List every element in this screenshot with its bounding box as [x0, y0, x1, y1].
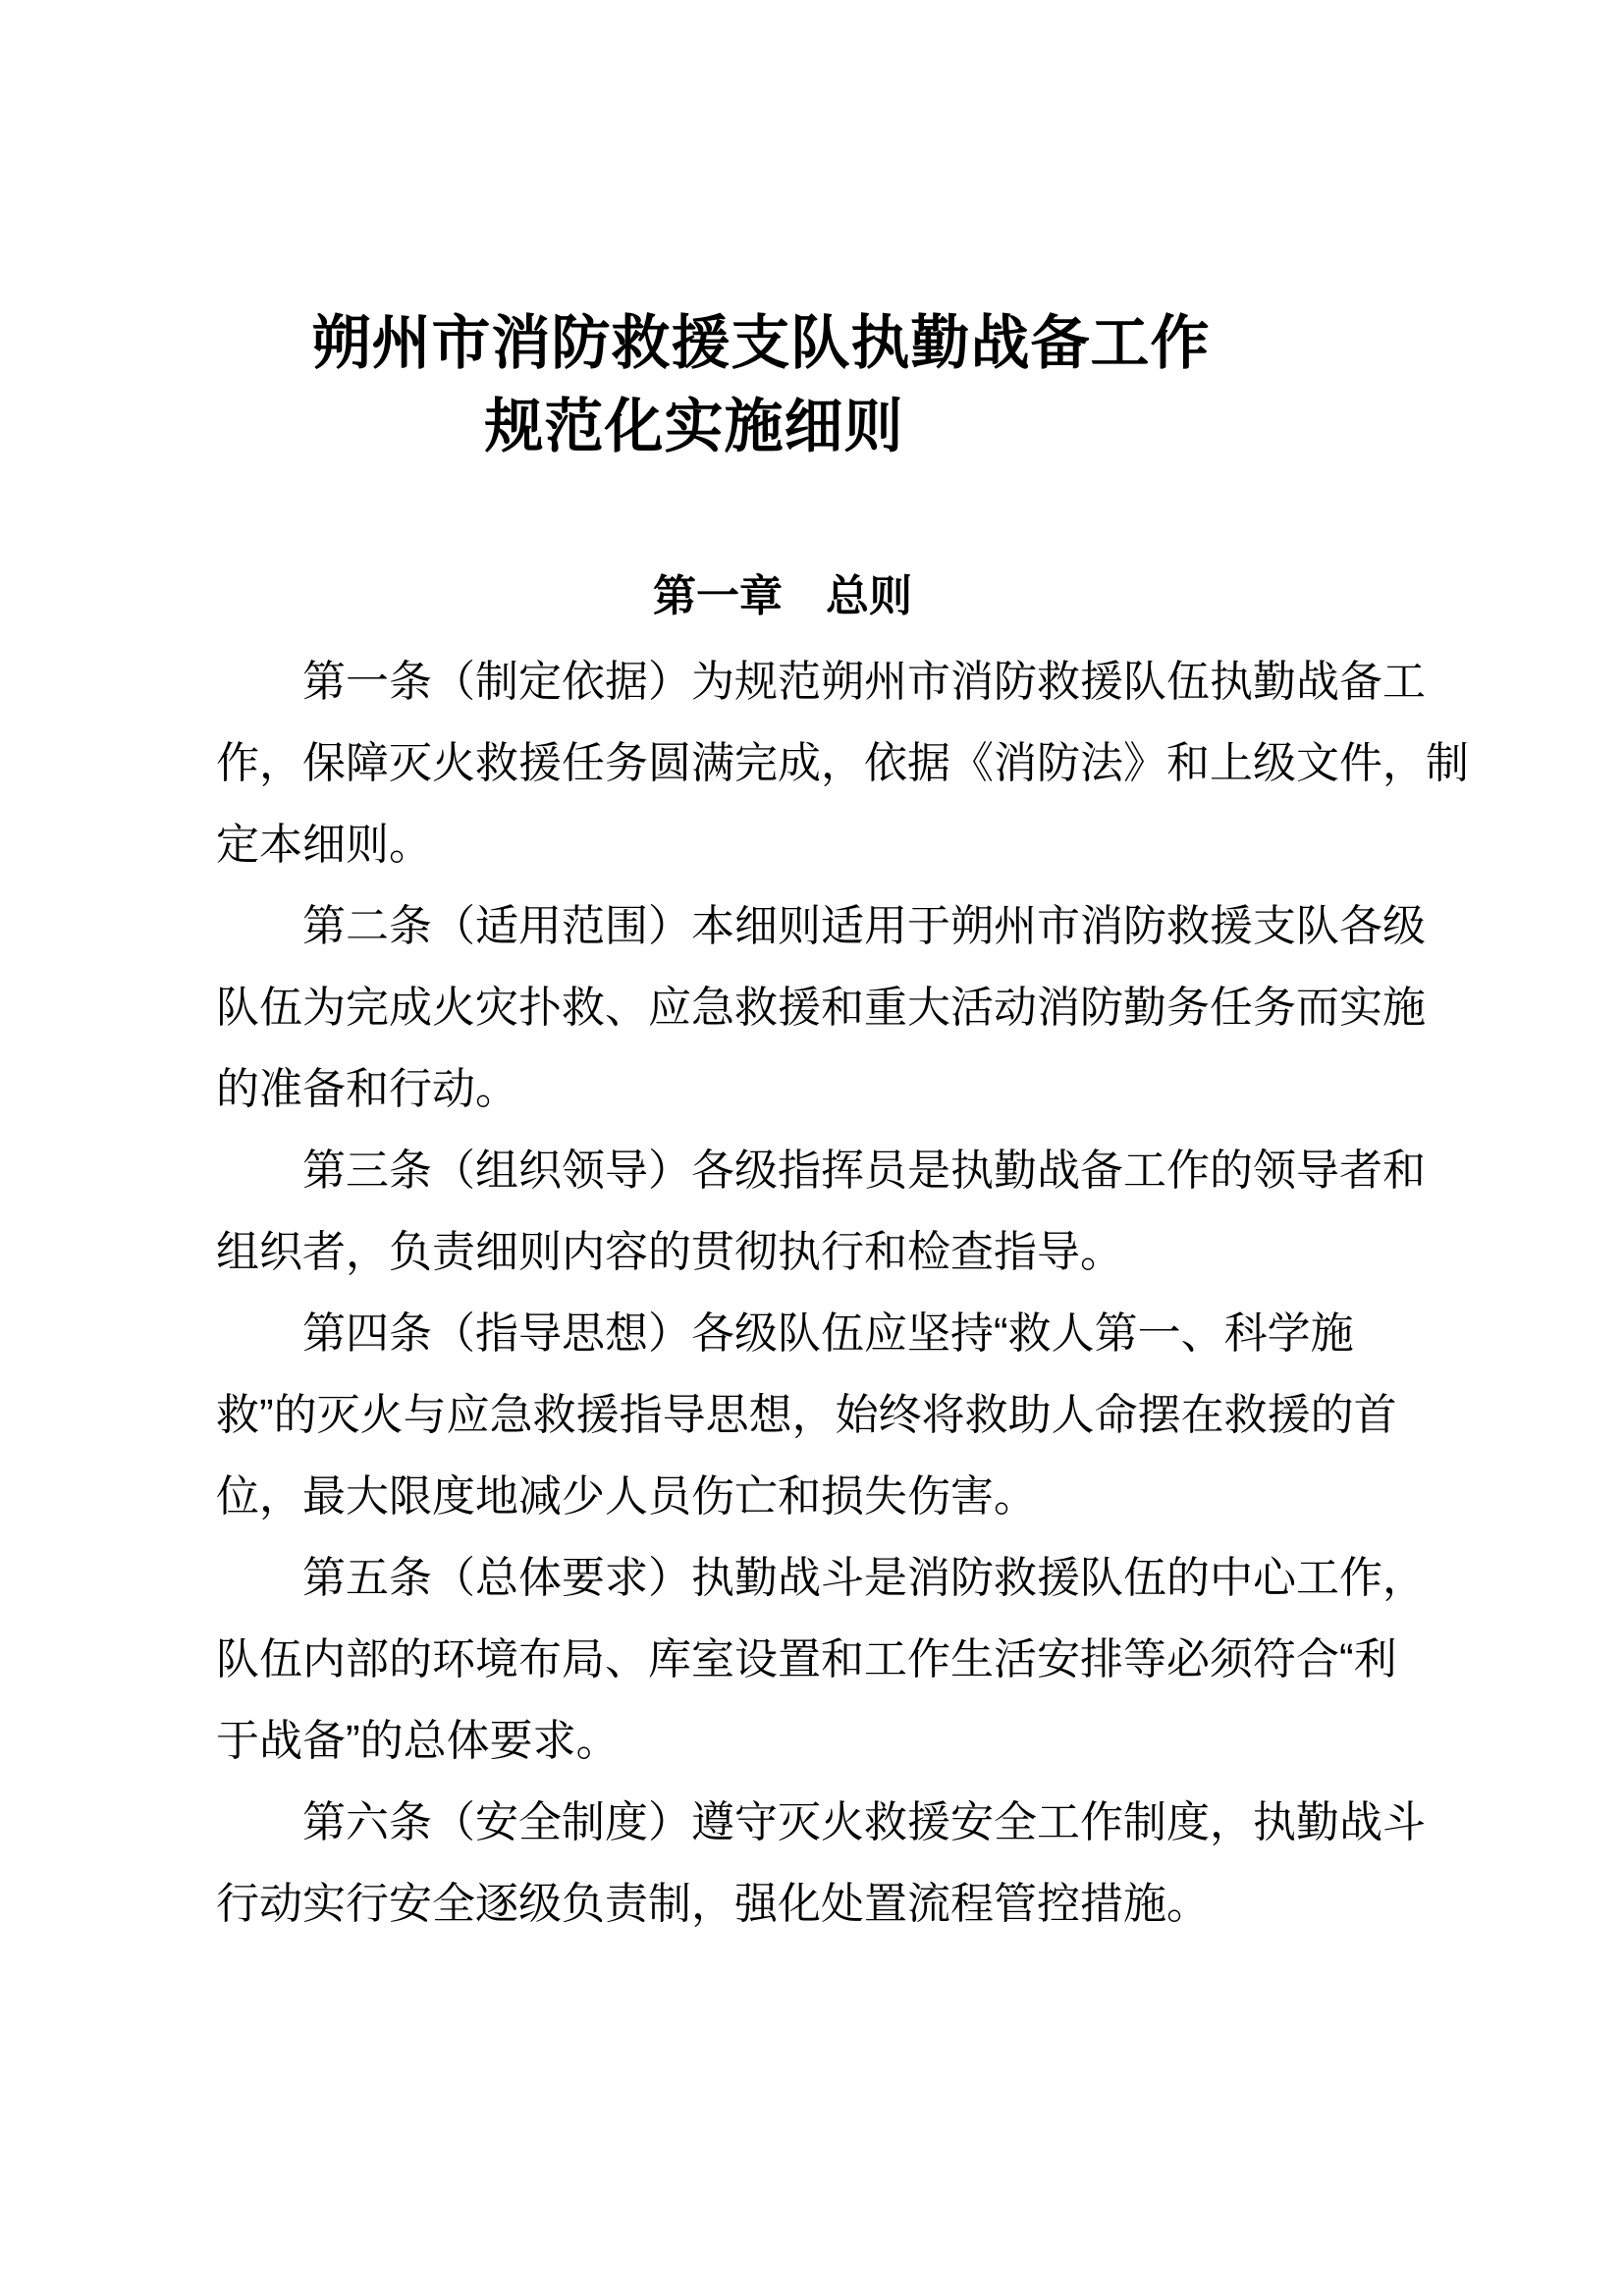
article-1-paragraph [216, 641, 1477, 885]
document-body [216, 641, 1477, 1945]
body-line: 组织者，负责细则内容的贯彻执行和检查指导。 [216, 1228, 1123, 1276]
body-line: 救”的灭火与应急救援指导思想，始终将救助人命摆在救援的首 [216, 1391, 1397, 1439]
body-line: 第二条（适用范围）本细则适用于朔州市消防救援支队各级 [302, 902, 1426, 950]
document-title-line-2: 规范化实施细则 [484, 394, 904, 459]
body-line: 第一条（制定依据）为规范朔州市消防救援队伍执勤战备工 [302, 658, 1426, 706]
article-4-paragraph [216, 1293, 1477, 1537]
body-line: 定本细则。 [216, 821, 432, 869]
chapter-heading: 第一章 总则 [653, 572, 912, 620]
body-line: 队伍为完成火灾扑救、应急救援和重大活动消防勤务任务而实施 [216, 984, 1426, 1032]
body-line: 第五条（总体要求）执勤战斗是消防救援队伍的中心工作， [302, 1554, 1426, 1602]
body-line: 第六条（安全制度）遵守灭火救援安全工作制度，执勤战斗 [302, 1798, 1426, 1846]
body-line: 第四条（指导思想）各级队伍应坚持“救人第一、科学施 [302, 1309, 1354, 1358]
article-3-paragraph [216, 1130, 1477, 1293]
body-line: 的准备和行动。 [216, 1065, 518, 1113]
body-line: 第三条（组织领导）各级指挥员是执勤战备工作的领导者和 [302, 1147, 1426, 1195]
body-line: 于战备”的总体要求。 [216, 1717, 620, 1765]
article-5-paragraph [216, 1537, 1477, 1782]
body-line: 位，最大限度地减少人员伤亡和损失伤害。 [216, 1472, 1037, 1521]
body-line: 行动实行安全逐级负责制，强化处置流程管控措施。 [216, 1880, 1210, 1928]
body-line: 作，保障灭火救援任务圆满完成，依据《消防法》和上级文件，制 [216, 739, 1469, 787]
document-title-line-1: 朔州市消防救援支队执勤战备工作 [311, 310, 1211, 376]
document-title [0, 301, 1624, 468]
article-6-paragraph [216, 1782, 1477, 1945]
article-2-paragraph [216, 885, 1477, 1130]
body-line: 队伍内部的环境布局、库室设置和工作生活安排等必须符合“利 [216, 1635, 1397, 1683]
